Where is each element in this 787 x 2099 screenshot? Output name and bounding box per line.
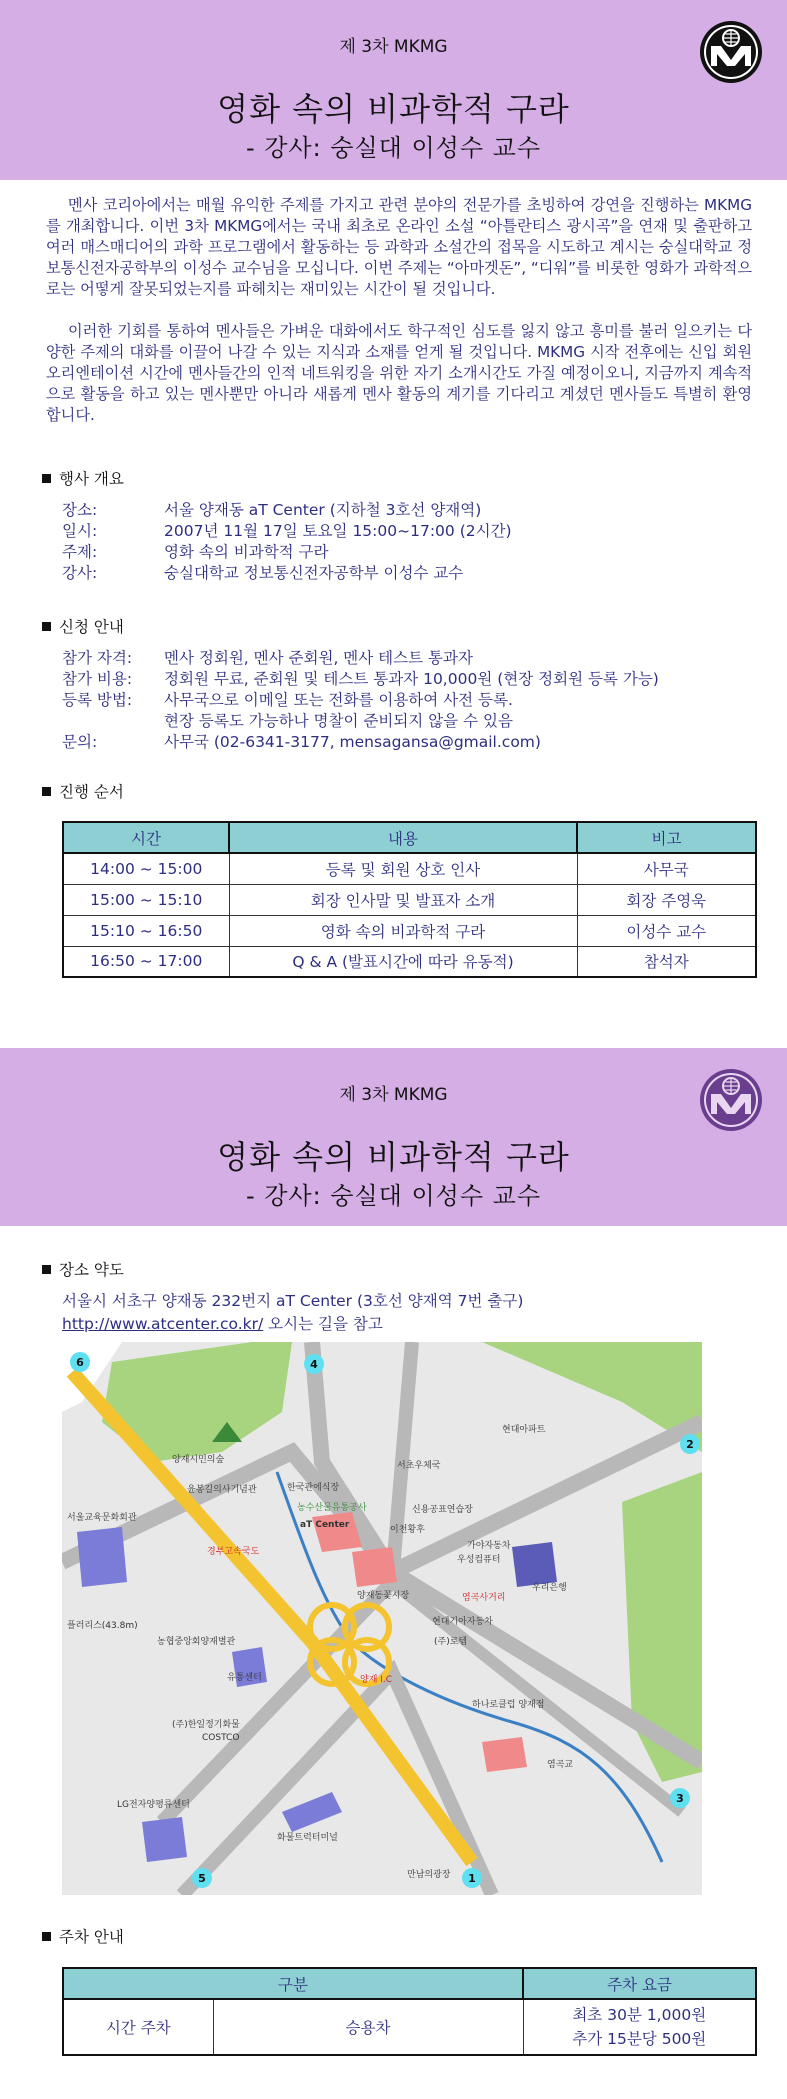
schedule-header-note: 비고 bbox=[577, 822, 756, 853]
map-label: (주)로템 bbox=[434, 1637, 468, 1647]
atcenter-link[interactable]: http://www.atcenter.co.kr/ bbox=[62, 1315, 264, 1333]
map-label: 농협중앙회양재별관 bbox=[157, 1637, 236, 1647]
schedule-heading: 진행 순서 bbox=[42, 780, 124, 802]
map-label: 유통센터 bbox=[227, 1673, 262, 1683]
building bbox=[482, 1737, 527, 1772]
bullet-square-icon bbox=[42, 787, 51, 796]
parking-vehicle: 승용차 bbox=[213, 1999, 523, 2055]
location-address: 서울시 서초구 양재동 232번지 aT Center (3호선 양재역 7번 출구) bbox=[62, 1292, 524, 1310]
header-banner bbox=[0, 1048, 787, 1226]
table-row: 15:00 ~ 15:10 회장 인사말 및 발표자 소개 회장 주영욱 bbox=[63, 884, 756, 915]
event-subtitle: - 강사: 숭실대 이성수 교수 bbox=[245, 1182, 542, 1210]
table-row: 16:50 ~ 17:00 Q & A (발표시간에 따라 유동적) 참석자 bbox=[63, 946, 756, 977]
overview-list bbox=[62, 500, 512, 584]
map-label: 만남의광장 bbox=[407, 1870, 451, 1880]
schedule-header-content: 내용 bbox=[229, 822, 577, 853]
bullet-square-icon bbox=[42, 622, 51, 631]
parking-table bbox=[62, 1967, 757, 2056]
location-heading: 장소 약도 bbox=[42, 1258, 124, 1280]
apply-row: 등록 방법: 사무국으로 이메일 또는 전화를 이용하여 사전 등록. bbox=[62, 691, 513, 709]
intro-paragraph-1: 멘사 코리아에서는 매월 유익한 주제를 가지고 관련 분야의 전문가를 초빙하여 강연을 진행하는 MKMG를 개최합니다. 이번 3차 MKMG에서는 국내 최초로 온라인 소설 “아틀란티스 광시곡”을 연재 및 출판하고 여러 매스매디어의 과학 프로그램에서 활동하는 등 과학과 소설간의 접목을 시도하고 계시는 숭실대학교 정보통신전자공학부의 이성수 교수님을 모십니다. 이번 주제는 “아마겟돈”, “디워”를 비롯한 영화가 과학적으로는 어떻게 잘못되었는지를 파헤치는 재미있는 시간이 될 것입니다. bbox=[46, 196, 752, 298]
page-one bbox=[0, 0, 787, 972]
building bbox=[142, 1817, 187, 1862]
event-title: 영화 속의 비과학적 구라 bbox=[217, 1138, 570, 1176]
table-row: 15:10 ~ 16:50 영화 속의 비과학적 구라 이성수 교수 bbox=[63, 915, 756, 946]
intro-text bbox=[46, 195, 752, 426]
table-row: 14:00 ~ 15:00 등록 및 회원 상호 인사 사무국 bbox=[63, 853, 756, 884]
parking-heading: 주차 안내 bbox=[42, 1925, 124, 1947]
map-label: 하나로클럽 양재점 bbox=[472, 1700, 545, 1710]
map-label: 경부고속국도 bbox=[207, 1547, 260, 1557]
parking-type: 시간 주차 bbox=[63, 1999, 213, 2055]
mensa-logo-icon bbox=[699, 1068, 763, 1132]
overview-row: 장소: 서울 양재동 aT Center (지하철 3호선 양재역) bbox=[62, 501, 482, 519]
svg-text:1: 1 bbox=[468, 1872, 476, 1885]
map-label: (주)한일정기화물 bbox=[172, 1720, 240, 1730]
overview-row: 일시: 2007년 11월 17일 토요일 15:00~17:00 (2시간) bbox=[62, 522, 512, 540]
table-row bbox=[63, 1999, 756, 2055]
svg-text:5: 5 bbox=[198, 1872, 206, 1885]
map-label: LG전자양평류센터 bbox=[117, 1800, 190, 1810]
map-label: 우리은행 bbox=[532, 1583, 567, 1593]
schedule-table bbox=[62, 821, 757, 978]
map-label: 양재 I.C bbox=[360, 1675, 393, 1685]
location-link-row: http://www.atcenter.co.kr/ 오시는 길을 참고 bbox=[62, 1315, 383, 1333]
map-label: 화물트럭터미널 bbox=[277, 1833, 338, 1843]
bullet-square-icon bbox=[42, 1932, 51, 1941]
schedule-header-time: 시간 bbox=[63, 822, 229, 853]
map-label: 염곡사거리 bbox=[462, 1593, 506, 1603]
map-label: 윤봉길의사기념관 bbox=[187, 1485, 257, 1495]
map-label: 양재동꽃시장 bbox=[357, 1591, 410, 1601]
apply-heading: 신청 안내 bbox=[42, 615, 124, 637]
parking-fee: 최초 30분 1,000원 추가 15분당 500원 bbox=[523, 1999, 756, 2055]
parking-header-type: 구분 bbox=[63, 1968, 523, 1999]
map-label: 플러리스(43.8m) bbox=[67, 1621, 138, 1631]
bullet-square-icon bbox=[42, 1265, 51, 1274]
event-kicker: 제 3차 MKMG bbox=[339, 37, 448, 57]
svg-text:3: 3 bbox=[676, 1792, 684, 1805]
map-label: 현대아파트 bbox=[502, 1425, 546, 1435]
svg-text:6: 6 bbox=[76, 1356, 84, 1369]
building bbox=[352, 1547, 397, 1587]
map-label: 한국관에식장 bbox=[287, 1483, 340, 1493]
map-label: 염곡교 bbox=[547, 1760, 574, 1770]
parking-header-fee: 주차 요금 bbox=[523, 1968, 756, 1999]
map-label: 서초우체국 bbox=[397, 1461, 441, 1471]
location-map bbox=[62, 1342, 702, 1895]
building bbox=[512, 1542, 557, 1587]
location-text bbox=[62, 1290, 523, 1336]
map-label: 양재시민의숲 bbox=[172, 1455, 225, 1465]
map-label: 신용공표연습장 bbox=[412, 1505, 473, 1515]
svg-text:4: 4 bbox=[310, 1358, 318, 1371]
building bbox=[77, 1527, 127, 1587]
page-two bbox=[0, 1048, 787, 1226]
event-title: 영화 속의 비과학적 구라 bbox=[217, 90, 570, 128]
map-label: 우성컴퓨터 bbox=[457, 1555, 501, 1565]
map-label: 현대기아자동차 bbox=[432, 1617, 493, 1627]
apply-row: 현장 등록도 가능하나 명찰이 준비되지 않을 수 있음 bbox=[164, 712, 513, 730]
apply-row: 참가 비용: 정회원 무료, 준회원 및 테스트 통과자 10,000원 (현장 정회원 등록 가능) bbox=[62, 670, 659, 688]
apply-list bbox=[62, 648, 659, 753]
map-label: COSTCO bbox=[202, 1733, 240, 1743]
overview-heading: 행사 개요 bbox=[42, 467, 124, 489]
bullet-square-icon bbox=[42, 474, 51, 483]
apply-row: 문의: 사무국 (02-6341-3177, mensagansa@gmail.com) bbox=[62, 733, 541, 751]
intro-paragraph-2: 이러한 기회를 통하여 멘사들은 가벼운 대화에서도 학구적인 심도를 잃지 않고 흥미를 불러 일으키는 다양한 주제의 대화를 이끌어 나갈 수 있는 지식과 소재를 얻게 될 것입니다. MKMG 시작 전후에는 신입 회원 오리엔테이션 시간에 멘사들간의 인적 네트워킹을 위한 자기 소개시간도 가질 예정이오니, 지금까지 계속적으로 활동을 하고 있는 멘사뿐만 아니라 새롭게 멘사 활동의 계기를 기다리고 계셨던 멘사들도 특별히 환영합니다. bbox=[46, 322, 752, 424]
event-kicker: 제 3차 MKMG bbox=[339, 1085, 448, 1105]
map-label: 농수산물유통공사 bbox=[297, 1503, 367, 1513]
map-label: aT Center bbox=[300, 1520, 350, 1530]
map-label: 가야자동차 bbox=[467, 1541, 511, 1551]
overview-row: 강사: 숭실대학교 정보통신전자공학부 이성수 교수 bbox=[62, 564, 464, 582]
event-subtitle: - 강사: 숭실대 이성수 교수 bbox=[245, 134, 542, 162]
map-label: 서울교육문화회관 bbox=[67, 1513, 137, 1523]
svg-text:2: 2 bbox=[686, 1438, 694, 1451]
mensa-logo-icon bbox=[699, 20, 763, 84]
map-label: 이천황후 bbox=[390, 1525, 425, 1535]
apply-row: 참가 자격: 멘사 정회원, 멘사 준회원, 멘사 테스트 통과자 bbox=[62, 649, 473, 667]
header-banner bbox=[0, 0, 787, 180]
overview-row: 주제: 영화 속의 비과학적 구라 bbox=[62, 543, 329, 561]
